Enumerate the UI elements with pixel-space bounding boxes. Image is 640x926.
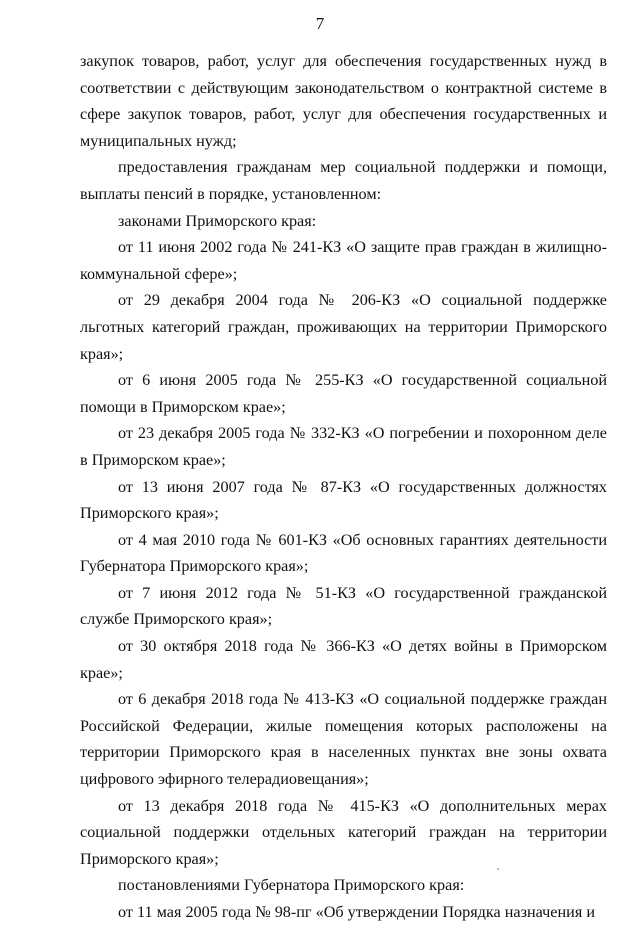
paragraph: от 4 мая 2010 года № 601-КЗ «Об основных гарантиях деятельности Губернатора Приморского края»; [80,530,607,576]
paragraph: закупок товаров, работ, услуг для обеспечения государственных нужд в соответствии с действующим законодательством о контрактной системе в сфере закупок товаров, работ, услуг для обеспечения государственных и муниципальных нужд; [80,52,607,150]
paragraph: от 29 декабря 2004 года № 206-КЗ «О социальной поддержке льготных категорий граждан, проживающих на территории Приморского края»; [80,291,607,363]
scan-speck [497,868,499,870]
paragraph: предоставления гражданам мер социальной поддержки и помощи, выплаты пенсий в порядке, установленном: [80,158,607,203]
paragraph: от 11 июня 2002 года № 241-КЗ «О защите прав граждан в жилищно-коммунальной сфере»; [80,238,607,283]
body-text [80,48,607,926]
page-number: 7 [315,14,325,33]
paragraph: от 30 октября 2018 года № 366-КЗ «О детях войны в Приморском крае»; [80,637,607,682]
paragraph: от 13 декабря 2018 года № 415-КЗ «О дополнительных мерах социальной поддержки отдельных категорий граждан на территории Приморского края»; [80,796,607,868]
paragraph: от 6 июня 2005 года № 255-КЗ «О государственной социальной помощи в Приморском крае»; [80,371,607,416]
paragraph: законами Приморского края: [118,211,317,230]
paragraph: постановлениями Губернатора Приморского края: [118,876,465,895]
paragraph: от 7 июня 2012 года № 51-КЗ «О государственной гражданской службе Приморского края»; [80,583,607,629]
paragraph: от 13 июня 2007 года № 87-КЗ «О государственных должностях Приморского края»; [80,477,607,523]
paragraph: от 6 декабря 2018 года № 413-КЗ «О социальной поддержке граждан Российской Федерации, жилые помещения которых расположены на территории Приморского края в населенных пунктах вне зоны охвата цифрового эфирного телерадиовещания»; [80,690,607,789]
paragraph: от 23 декабря 2005 года № 332-КЗ «О погребении и похоронном деле в Приморском крае»; [80,424,607,469]
paragraph: от 11 мая 2005 года № 98-пг «Об утверждении Порядка назначения и [118,903,595,921]
